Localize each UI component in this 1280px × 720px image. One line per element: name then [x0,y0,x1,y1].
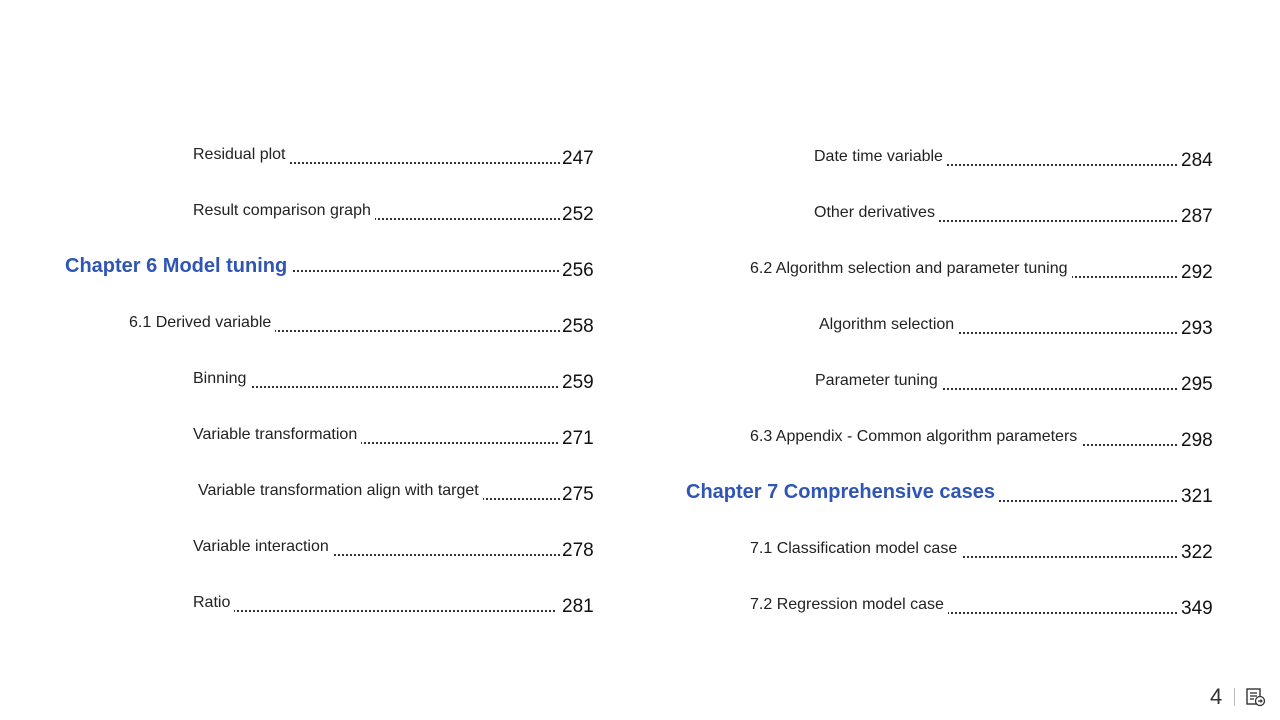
toc-page-number: 298 [1181,430,1213,451]
toc-title: Parameter tuning [815,372,942,390]
toc-entry-chapter-6[interactable] [65,254,598,282]
toc-page-number: 275 [562,484,594,505]
toc-entry-binning[interactable] [193,366,598,394]
toc-page-number: 293 [1181,318,1213,339]
toc-entry-algorithm-selection[interactable] [819,312,1218,340]
toc-entry-appendix[interactable] [750,424,1218,452]
toc-entry-ratio[interactable] [193,590,598,618]
toc-title: Ratio [193,594,234,612]
toc-entry-classification-model-case[interactable] [750,536,1218,564]
toc-title: Other derivatives [814,204,939,222]
toc-entry-residual-plot[interactable] [193,142,598,170]
toc-title: Residual plot [193,146,290,164]
toc-chapter-title: Chapter 6 Model tuning [65,255,291,278]
toc-page-number: 281 [562,596,594,617]
toc-chapter-title: Chapter 7 Comprehensive cases [686,481,999,504]
toc-page-number: 252 [562,204,594,225]
toc-entry-date-time-variable[interactable] [814,144,1218,172]
toc-page-number: 284 [1181,150,1213,171]
toc-page-number: 271 [562,428,594,449]
toc-entry-regression-model-case[interactable] [750,592,1218,620]
toc-page-number: 259 [562,372,594,393]
toc-entry-variable-transformation[interactable] [193,422,598,450]
toc-page-number: 258 [562,316,594,337]
toc-page-number: 256 [562,260,594,281]
toc-title: 7.2 Regression model case [750,596,948,614]
toc-entry-algorithm-selection-parameter-tuning[interactable] [750,256,1218,284]
toc-page-number: 278 [562,540,594,561]
toc-title: Algorithm selection [819,316,958,334]
toc-page-number: 287 [1181,206,1213,227]
toc-title: Binning [193,370,250,388]
toc-title: Variable transformation [193,426,361,444]
toc-title: 6.2 Algorithm selection and parameter tuning [750,260,1072,278]
toc-entry-parameter-tuning[interactable] [815,368,1218,396]
toc-title: 7.1 Classification model case [750,540,961,558]
toc-entry-chapter-7[interactable] [686,480,1218,508]
toc-entry-other-derivatives[interactable] [814,200,1218,228]
toc-entry-variable-transformation-target[interactable] [198,478,598,506]
toc-page-number: 295 [1181,374,1213,395]
toc-title: Variable interaction [193,538,333,556]
toc-page-number: 292 [1181,262,1213,283]
dot-leader [193,610,555,612]
footer-divider [1234,688,1235,706]
toc-title: 6.1 Derived variable [129,314,275,332]
slide-number: 4 [1210,684,1223,709]
toc-title: Variable transformation align with target [198,482,483,500]
toc-title: Date time variable [814,148,947,166]
toc-title: Result comparison graph [193,202,375,220]
toc-page-number: 322 [1181,542,1213,563]
toc-entry-result-comparison-graph[interactable] [193,198,598,226]
toc-title: 6.3 Appendix - Common algorithm parameters [750,428,1081,446]
toc-entry-derived-variable[interactable] [129,310,598,338]
notes-icon[interactable] [1246,687,1266,707]
toc-page-number: 349 [1181,598,1213,619]
toc-page-number: 321 [1181,486,1213,507]
toc-page-number: 247 [562,148,594,169]
toc-entry-variable-interaction[interactable] [193,534,598,562]
